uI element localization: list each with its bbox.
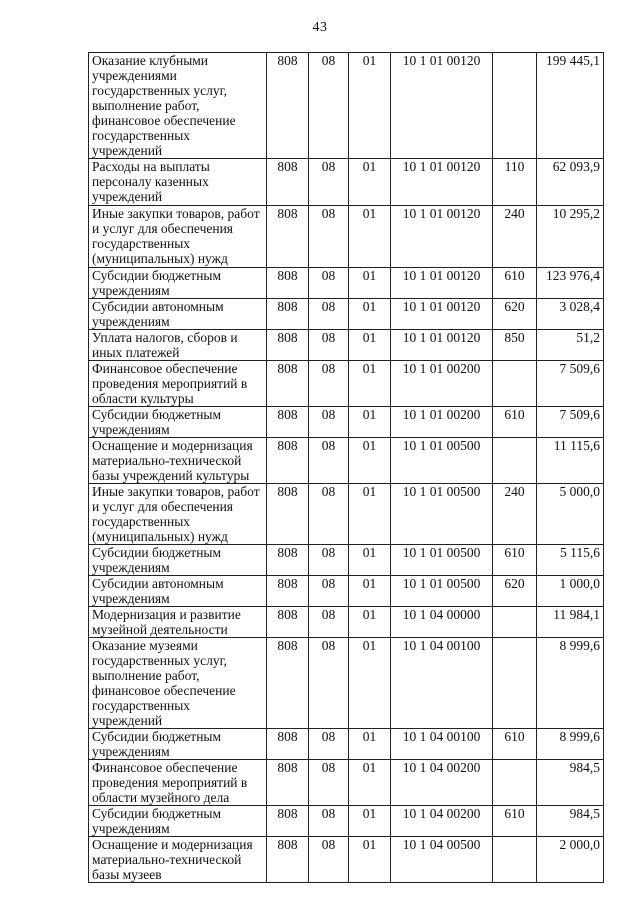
budget-table (88, 52, 604, 883)
row-subsection: 01 (349, 361, 391, 407)
row-target-article: 10 1 01 00120 (391, 268, 493, 299)
row-target-article: 10 1 01 00500 (391, 484, 493, 545)
row-expense-type: 610 (493, 729, 537, 760)
row-section: 08 (309, 159, 349, 206)
row-section: 08 (309, 268, 349, 299)
row-name: Иные закупки товаров, работ и услуг для обеспечения государственных (муниципальных) нужд (89, 206, 267, 268)
row-expense-type (493, 53, 537, 159)
table-row (89, 438, 604, 484)
row-grbs: 808 (267, 837, 309, 883)
row-target-article: 10 1 04 00000 (391, 607, 493, 638)
row-amount: 11 984,1 (537, 607, 604, 638)
row-expense-type: 240 (493, 484, 537, 545)
row-name: Субсидии бюджетным учреждениям (89, 806, 267, 837)
row-amount: 62 093,9 (537, 159, 604, 206)
row-expense-type: 610 (493, 407, 537, 438)
row-section: 08 (309, 330, 349, 361)
row-target-article: 10 1 04 00200 (391, 760, 493, 806)
row-amount: 51,2 (537, 330, 604, 361)
row-name: Субсидии бюджетным учреждениям (89, 268, 267, 299)
row-target-article: 10 1 01 00120 (391, 206, 493, 268)
table-row (89, 330, 604, 361)
row-subsection: 01 (349, 607, 391, 638)
row-target-article: 10 1 04 00200 (391, 806, 493, 837)
row-section: 08 (309, 407, 349, 438)
row-amount: 8 999,6 (537, 638, 604, 729)
row-expense-type (493, 607, 537, 638)
table-row (89, 268, 604, 299)
row-name: Субсидии бюджетным учреждениям (89, 545, 267, 576)
budget-table-body (89, 53, 604, 883)
row-subsection: 01 (349, 638, 391, 729)
row-name: Модернизация и развитие музейной деятельности (89, 607, 267, 638)
row-grbs: 808 (267, 53, 309, 159)
table-row (89, 576, 604, 607)
row-expense-type (493, 760, 537, 806)
row-name: Оснащение и модернизация материально-технической базы учреждений культуры (89, 438, 267, 484)
table-row (89, 760, 604, 806)
row-name: Финансовое обеспечение проведения мероприятий в области музейного дела (89, 760, 267, 806)
row-name: Финансовое обеспечение проведения мероприятий в области культуры (89, 361, 267, 407)
row-expense-type (493, 638, 537, 729)
table-row (89, 361, 604, 407)
row-subsection: 01 (349, 159, 391, 206)
table-row (89, 806, 604, 837)
row-grbs: 808 (267, 806, 309, 837)
row-amount: 1 000,0 (537, 576, 604, 607)
row-name: Иные закупки товаров, работ и услуг для обеспечения государственных (муниципальных) нужд (89, 484, 267, 545)
row-section: 08 (309, 837, 349, 883)
row-expense-type (493, 837, 537, 883)
row-subsection: 01 (349, 299, 391, 330)
row-section: 08 (309, 206, 349, 268)
row-name: Субсидии бюджетным учреждениям (89, 407, 267, 438)
row-grbs: 808 (267, 607, 309, 638)
row-grbs: 808 (267, 484, 309, 545)
row-amount: 7 509,6 (537, 407, 604, 438)
row-expense-type: 610 (493, 545, 537, 576)
row-target-article: 10 1 01 00200 (391, 361, 493, 407)
row-amount: 8 999,6 (537, 729, 604, 760)
row-section: 08 (309, 576, 349, 607)
row-name: Уплата налогов, сборов и иных платежей (89, 330, 267, 361)
table-row (89, 484, 604, 545)
row-subsection: 01 (349, 484, 391, 545)
table-row (89, 545, 604, 576)
row-section: 08 (309, 484, 349, 545)
table-row (89, 638, 604, 729)
row-target-article: 10 1 04 00100 (391, 729, 493, 760)
row-expense-type: 110 (493, 159, 537, 206)
row-name: Оснащение и модернизация материально-технической базы музеев (89, 837, 267, 883)
row-grbs: 808 (267, 760, 309, 806)
row-subsection: 01 (349, 545, 391, 576)
row-target-article: 10 1 01 00120 (391, 53, 493, 159)
row-amount: 10 295,2 (537, 206, 604, 268)
row-subsection: 01 (349, 760, 391, 806)
row-target-article: 10 1 01 00500 (391, 545, 493, 576)
row-section: 08 (309, 438, 349, 484)
row-grbs: 808 (267, 729, 309, 760)
row-expense-type: 240 (493, 206, 537, 268)
row-name: Оказание музеями государственных услуг, выполнение работ, финансовое обеспечение государственных учреждений (89, 638, 267, 729)
row-grbs: 808 (267, 268, 309, 299)
row-section: 08 (309, 760, 349, 806)
row-amount: 5 000,0 (537, 484, 604, 545)
table-row (89, 206, 604, 268)
row-subsection: 01 (349, 729, 391, 760)
row-amount: 984,5 (537, 806, 604, 837)
table-row (89, 299, 604, 330)
row-grbs: 808 (267, 407, 309, 438)
row-expense-type: 610 (493, 268, 537, 299)
row-expense-type (493, 361, 537, 407)
row-subsection: 01 (349, 407, 391, 438)
row-grbs: 808 (267, 638, 309, 729)
row-section: 08 (309, 806, 349, 837)
row-name: Субсидии бюджетным учреждениям (89, 729, 267, 760)
row-subsection: 01 (349, 330, 391, 361)
row-amount: 3 028,4 (537, 299, 604, 330)
row-expense-type: 850 (493, 330, 537, 361)
row-target-article: 10 1 04 00100 (391, 638, 493, 729)
row-amount: 7 509,6 (537, 361, 604, 407)
row-name: Расходы на выплаты персоналу казенных учреждений (89, 159, 267, 206)
row-amount: 199 445,1 (537, 53, 604, 159)
row-expense-type: 620 (493, 576, 537, 607)
table-row (89, 159, 604, 206)
row-subsection: 01 (349, 438, 391, 484)
row-target-article: 10 1 01 00120 (391, 159, 493, 206)
row-name: Субсидии автономным учреждениям (89, 576, 267, 607)
table-row (89, 53, 604, 159)
row-subsection: 01 (349, 206, 391, 268)
row-expense-type (493, 438, 537, 484)
row-grbs: 808 (267, 299, 309, 330)
row-subsection: 01 (349, 576, 391, 607)
row-expense-type: 620 (493, 299, 537, 330)
table-row (89, 729, 604, 760)
row-section: 08 (309, 361, 349, 407)
row-subsection: 01 (349, 268, 391, 299)
row-subsection: 01 (349, 806, 391, 837)
row-subsection: 01 (349, 53, 391, 159)
table-row (89, 837, 604, 883)
row-amount: 2 000,0 (537, 837, 604, 883)
table-row (89, 607, 604, 638)
row-name: Оказание клубными учреждениями государственных услуг, выполнение работ, финансовое обеспечение государственных учреждений (89, 53, 267, 159)
table-row (89, 407, 604, 438)
row-section: 08 (309, 729, 349, 760)
row-subsection: 01 (349, 837, 391, 883)
row-amount: 11 115,6 (537, 438, 604, 484)
row-target-article: 10 1 01 00120 (391, 330, 493, 361)
row-grbs: 808 (267, 206, 309, 268)
row-grbs: 808 (267, 438, 309, 484)
row-section: 08 (309, 53, 349, 159)
row-grbs: 808 (267, 330, 309, 361)
row-section: 08 (309, 545, 349, 576)
row-target-article: 10 1 01 00500 (391, 438, 493, 484)
row-grbs: 808 (267, 361, 309, 407)
row-amount: 984,5 (537, 760, 604, 806)
row-target-article: 10 1 04 00500 (391, 837, 493, 883)
row-target-article: 10 1 01 00120 (391, 299, 493, 330)
row-section: 08 (309, 299, 349, 330)
row-amount: 123 976,4 (537, 268, 604, 299)
row-grbs: 808 (267, 159, 309, 206)
row-target-article: 10 1 01 00500 (391, 576, 493, 607)
row-grbs: 808 (267, 576, 309, 607)
row-grbs: 808 (267, 545, 309, 576)
row-amount: 5 115,6 (537, 545, 604, 576)
row-target-article: 10 1 01 00200 (391, 407, 493, 438)
row-name: Субсидии автономным учреждениям (89, 299, 267, 330)
row-expense-type: 610 (493, 806, 537, 837)
page-number: 43 (312, 20, 328, 35)
row-section: 08 (309, 638, 349, 729)
row-section: 08 (309, 607, 349, 638)
